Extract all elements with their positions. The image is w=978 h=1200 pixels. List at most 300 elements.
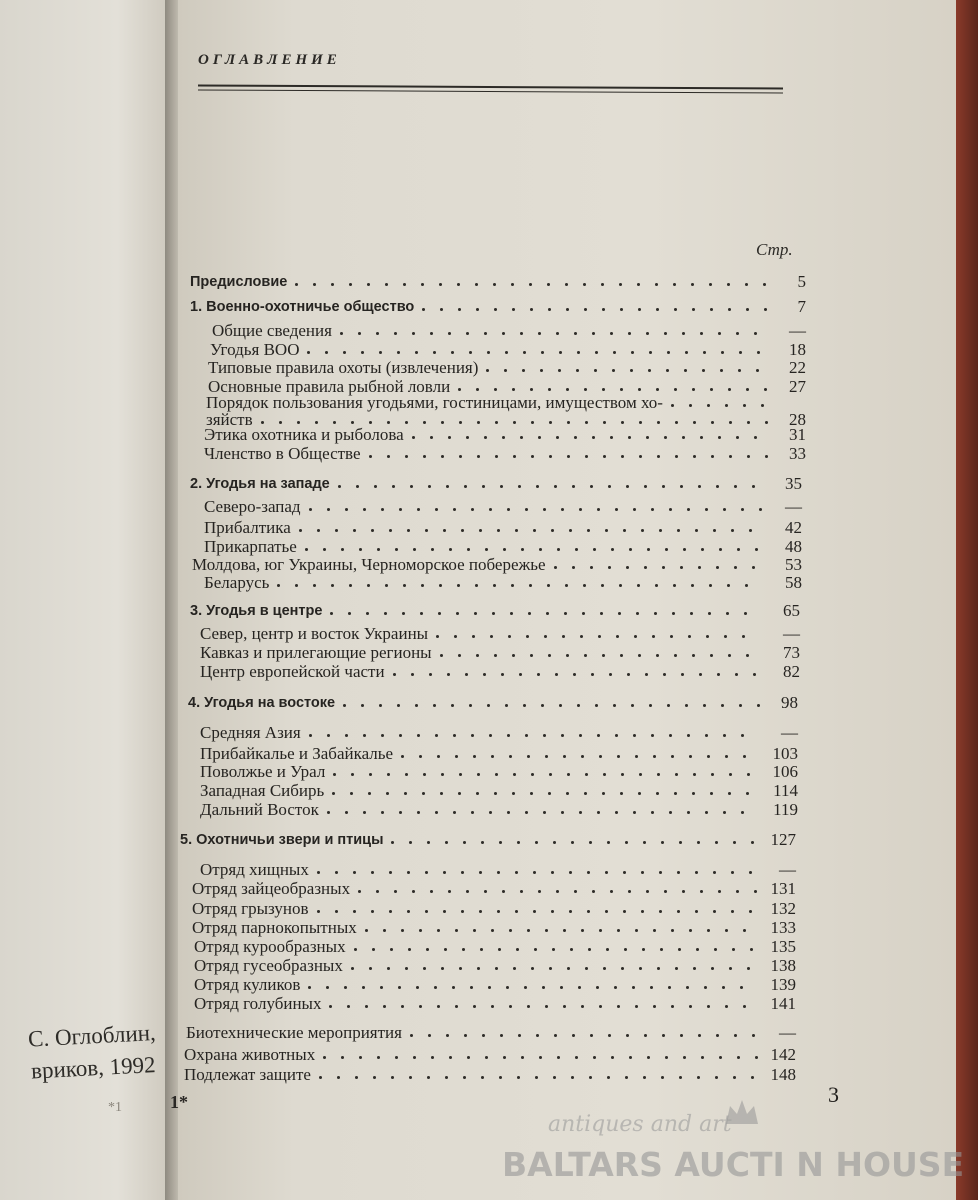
leader-dot (387, 773, 390, 776)
toc-entry-page: — (789, 321, 806, 340)
leader-dot (723, 508, 726, 511)
leader-dot (674, 308, 677, 311)
leader-dot (435, 811, 438, 814)
leader-dot (561, 811, 564, 814)
leader-dot (692, 308, 695, 311)
leader-dot (305, 548, 308, 551)
leader-dot (337, 1076, 340, 1079)
leader-dot (513, 967, 516, 970)
leader-dot (395, 1056, 398, 1059)
leader-dot (556, 436, 559, 439)
leader-dot (541, 704, 544, 707)
leader-dot (635, 1005, 638, 1008)
leader-dot (651, 734, 654, 737)
leader-dot (754, 332, 757, 335)
leader-dot (410, 1034, 413, 1037)
book-cover-edge (956, 0, 978, 1200)
leader-dot (611, 1056, 614, 1059)
leader-dot (507, 734, 510, 737)
leader-dot (498, 948, 501, 951)
leader-dot (747, 421, 750, 424)
leader-dot (554, 1034, 557, 1037)
toc-entry-page: 31 (789, 425, 806, 444)
leader-dot (384, 612, 387, 615)
leader-dot (425, 910, 428, 913)
leader-dot (610, 890, 613, 893)
leader-dot (739, 351, 742, 354)
leader-dot (471, 734, 474, 737)
leader-dot (458, 654, 461, 657)
leader-dot (706, 635, 709, 638)
leader-dot (752, 1034, 755, 1037)
leader-dot (620, 654, 623, 657)
leader-dot (745, 584, 748, 587)
leader-dot (689, 404, 692, 407)
toc-entry (180, 830, 796, 850)
leader-dot (459, 773, 462, 776)
leader-dot (667, 704, 670, 707)
leader-dot (757, 704, 760, 707)
leader-dot (495, 773, 498, 776)
leader-dot (529, 283, 532, 286)
leader-dot (664, 332, 667, 335)
leader-dot (440, 308, 443, 311)
leader-dot (381, 734, 384, 737)
leader-dot (417, 734, 420, 737)
leader-dot (495, 455, 498, 458)
leader-dot (737, 1056, 740, 1059)
leader-dot (693, 421, 696, 424)
leader-dot (387, 421, 390, 424)
leader-dot (548, 308, 551, 311)
leader-dot (371, 871, 374, 874)
leader-dot (761, 404, 764, 407)
leader-dot (728, 654, 731, 657)
leader-dot (713, 529, 716, 532)
leader-dot (543, 734, 546, 737)
leader-dot (518, 485, 521, 488)
leader-dot (479, 910, 482, 913)
leader-dot (459, 455, 462, 458)
leader-dot (531, 455, 534, 458)
leader-dot (569, 910, 572, 913)
toc-entry (204, 573, 802, 593)
leader-dot (381, 811, 384, 814)
toc-entry-title: Этика охотника и рыболова (204, 425, 404, 444)
leader-dot (610, 332, 613, 335)
leader-dot (621, 967, 624, 970)
leader-dot (697, 1076, 700, 1079)
leader-dot (557, 1056, 560, 1059)
leader-dot (662, 1034, 665, 1037)
leader-dot (728, 308, 731, 311)
leader-dot (444, 948, 447, 951)
leader-dot (571, 841, 574, 844)
leader-dot (543, 811, 546, 814)
leader-dot (627, 673, 630, 676)
leader-dot (533, 910, 536, 913)
leader-dot (693, 773, 696, 776)
leader-dot (588, 948, 591, 951)
leader-dot (705, 734, 708, 737)
leader-dot (368, 792, 371, 795)
leader-dot (680, 1034, 683, 1037)
leader-dot (499, 1076, 502, 1079)
leader-dot (309, 734, 312, 737)
leader-dot (605, 529, 608, 532)
leader-dot (646, 332, 649, 335)
leader-dot (435, 508, 438, 511)
leader-dot (746, 308, 749, 311)
leader-dot (395, 548, 398, 551)
leader-dot (369, 967, 372, 970)
header-rule-thin (198, 89, 783, 93)
leader-dot (727, 584, 730, 587)
leader-dot (453, 734, 456, 737)
leader-dot (353, 529, 356, 532)
toc-entry (204, 518, 802, 538)
leader-dot (511, 584, 514, 587)
leader-dot (524, 986, 527, 989)
leader-dot (315, 421, 318, 424)
leader-dot (552, 948, 555, 951)
leader-dot (654, 612, 657, 615)
leader-dot (623, 529, 626, 532)
leader-dot (608, 1034, 611, 1037)
leader-dot (556, 890, 559, 893)
toc-entry (190, 601, 800, 621)
leader-dot (713, 910, 716, 913)
leader-dot (733, 1076, 736, 1079)
leader-dot (632, 986, 635, 989)
leader-dot (581, 755, 584, 758)
toc-entry-page: 7 (797, 297, 806, 316)
leader-dot (471, 508, 474, 511)
leader-dot (518, 1034, 521, 1037)
leader-dot (696, 948, 699, 951)
leader-dot (566, 654, 569, 657)
leader-dot (755, 548, 758, 551)
leader-dot (511, 283, 514, 286)
leader-dot (664, 436, 667, 439)
leader-dot (494, 792, 497, 795)
toc-entry-title: Центр европейской части (200, 662, 385, 681)
leader-dot (746, 388, 749, 391)
leader-dot (401, 755, 404, 758)
leader-dot (422, 308, 425, 311)
leader-dot (473, 929, 476, 932)
toc-entry (200, 860, 796, 880)
leader-dot (403, 584, 406, 587)
leader-dot (562, 635, 565, 638)
leader-dot (685, 704, 688, 707)
leader-dot (675, 421, 678, 424)
leader-dot (585, 455, 588, 458)
leader-dot (707, 755, 710, 758)
leader-dot (549, 455, 552, 458)
leader-dot (548, 388, 551, 391)
leader-dot (629, 1056, 632, 1059)
leader-dot (629, 548, 632, 551)
leader-dot (420, 612, 423, 615)
leader-dot (345, 811, 348, 814)
leader-dot (463, 1076, 466, 1079)
toc-entry (204, 497, 802, 517)
toc-entry-title: Прибалтика (204, 518, 291, 537)
leader-dot (680, 485, 683, 488)
leader-dot (741, 734, 744, 737)
leader-dot (608, 485, 611, 488)
leader-dot (473, 1005, 476, 1008)
toc-entry (200, 762, 798, 782)
leader-dot (332, 792, 335, 795)
leader-dot (675, 773, 678, 776)
leader-dot (458, 792, 461, 795)
leader-dot (484, 890, 487, 893)
watermark-tagline: antiques and art (548, 1112, 732, 1137)
leader-dot (531, 421, 534, 424)
toc-entry (200, 800, 798, 820)
toc-entry-title: Северо-запад (204, 497, 301, 516)
leader-dot (641, 529, 644, 532)
leader-dot (682, 436, 685, 439)
leader-dot (559, 351, 562, 354)
leader-dot (553, 841, 556, 844)
toc-entry-title: Дальний Восток (200, 800, 319, 819)
leader-dot (544, 635, 547, 638)
leader-dot (719, 548, 722, 551)
leader-dot (656, 654, 659, 657)
leader-dot (625, 841, 628, 844)
leader-dot (358, 890, 361, 893)
leader-dot (566, 388, 569, 391)
leader-dot (736, 436, 739, 439)
leader-dot (416, 986, 419, 989)
leader-dot (525, 811, 528, 814)
leader-dot (736, 890, 739, 893)
leader-dot (461, 910, 464, 913)
toc-entry-title: Отряд голубиных (194, 994, 322, 1013)
leader-dot (522, 369, 525, 372)
toc-entry-page: — (781, 723, 798, 742)
leader-dot (700, 332, 703, 335)
leader-dot (551, 910, 554, 913)
leader-dot (261, 421, 264, 424)
leader-dot (585, 967, 588, 970)
leader-dot (690, 612, 693, 615)
toc-entry-title: Общие сведения (212, 321, 332, 340)
leader-dot (578, 986, 581, 989)
leader-dot (331, 584, 334, 587)
leader-dot (471, 811, 474, 814)
toc-entry-title: Отряд курообразных (194, 937, 346, 956)
leader-dot (541, 351, 544, 354)
leader-dot (597, 508, 600, 511)
leader-dot (692, 388, 695, 391)
leader-dot (373, 1076, 376, 1079)
leader-dot (645, 673, 648, 676)
leader-dot (692, 654, 695, 657)
leader-dot (405, 421, 408, 424)
leader-dot (503, 548, 506, 551)
leader-dot (494, 388, 497, 391)
leader-dot (413, 1056, 416, 1059)
leader-dot (433, 351, 436, 354)
leader-dot (449, 1056, 452, 1059)
leader-dot (638, 388, 641, 391)
toc-entry (200, 624, 800, 644)
leader-dot (746, 792, 749, 795)
leader-dot (662, 485, 665, 488)
leader-dot (741, 508, 744, 511)
leader-dot (405, 455, 408, 458)
leader-dot (464, 485, 467, 488)
leader-dot (608, 566, 611, 569)
toc-entry-title: Отряд парнокопытных (192, 918, 357, 937)
toc-entry-page: 142 (770, 1045, 796, 1064)
leader-dot (297, 421, 300, 424)
leader-dot (394, 332, 397, 335)
leader-dot (647, 548, 650, 551)
leader-dot (592, 436, 595, 439)
leader-dot (725, 929, 728, 932)
leader-dot (391, 841, 394, 844)
leader-dot (455, 755, 458, 758)
toc-entry-title: Охрана животных (184, 1045, 316, 1064)
leader-dot (491, 755, 494, 758)
leader-dot (643, 841, 646, 844)
leader-dot (277, 584, 280, 587)
leader-dot (408, 948, 411, 951)
toc-entry-title: 2. Угодья на западе (190, 476, 330, 492)
leader-dot (513, 773, 516, 776)
leader-dot (661, 1076, 664, 1079)
leader-dot (539, 548, 542, 551)
leader-dot (446, 485, 449, 488)
leader-dot (577, 351, 580, 354)
leader-dot (525, 734, 528, 737)
leader-dot (526, 635, 529, 638)
leader-dot (633, 811, 636, 814)
leader-dot (449, 548, 452, 551)
leader-dot (734, 1034, 737, 1037)
leader-dot (445, 1076, 448, 1079)
leader-dot (495, 421, 498, 424)
leader-dot (619, 584, 622, 587)
leader-dot (369, 455, 372, 458)
leader-dot (710, 792, 713, 795)
leader-dot (427, 841, 430, 844)
leader-dot (677, 529, 680, 532)
leader-dot (594, 369, 597, 372)
leader-dot (452, 986, 455, 989)
leader-dot (576, 369, 579, 372)
leader-dot (621, 421, 624, 424)
leader-dot (489, 734, 492, 737)
leader-dot (480, 948, 483, 951)
leader-dot (466, 890, 469, 893)
leader-dot (615, 734, 618, 737)
leader-dot (637, 283, 640, 286)
toc-entry-page: 138 (770, 956, 796, 975)
leader-dot (317, 871, 320, 874)
leader-dot (385, 283, 388, 286)
leader-dot (551, 529, 554, 532)
leader-dot (417, 508, 420, 511)
leader-dot (572, 485, 575, 488)
leader-dot (403, 283, 406, 286)
leader-dot (407, 871, 410, 874)
leader-dot (347, 1005, 350, 1008)
leader-dot (628, 890, 631, 893)
toc-entry-title: 4. Угодья на востоке (188, 695, 336, 711)
leader-dot (653, 929, 656, 932)
leader-dot (325, 351, 328, 354)
leader-dot (584, 308, 587, 311)
leader-dot (333, 421, 336, 424)
leader-dot (394, 890, 397, 893)
leader-dot (662, 566, 665, 569)
leader-dot (764, 308, 767, 311)
leader-dot (549, 421, 552, 424)
leader-dot (641, 871, 644, 874)
leader-dot (682, 890, 685, 893)
toc-entry-page: 5 (797, 272, 806, 291)
leader-dot (508, 635, 511, 638)
toc-entry (204, 425, 806, 445)
leader-dot (583, 283, 586, 286)
leader-dot (671, 404, 674, 407)
leader-dot (710, 388, 713, 391)
toc-entry-page: 22 (789, 358, 806, 377)
leader-dot (367, 584, 370, 587)
leader-dot (349, 283, 352, 286)
leader-dot (736, 332, 739, 335)
leader-dot (620, 792, 623, 795)
leader-dot (636, 612, 639, 615)
leader-dot (707, 929, 710, 932)
leader-dot (415, 704, 418, 707)
leader-dot (757, 351, 760, 354)
leader-dot (569, 871, 572, 874)
toc-entry-page: 132 (770, 899, 796, 918)
leader-dot (652, 635, 655, 638)
leader-dot (516, 948, 519, 951)
leader-dot (749, 910, 752, 913)
leader-dot (595, 351, 598, 354)
leader-dot (365, 929, 368, 932)
leader-dot (523, 704, 526, 707)
leader-dot (448, 890, 451, 893)
leader-dot (603, 773, 606, 776)
toc-entry-page: 103 (772, 744, 798, 763)
leader-dot (729, 421, 732, 424)
leader-dot (675, 455, 678, 458)
leader-dot (419, 755, 422, 758)
leader-dot (751, 1076, 754, 1079)
leader-dot (535, 1076, 538, 1079)
leader-dot (351, 773, 354, 776)
leader-dot (742, 635, 745, 638)
leader-dot (279, 421, 282, 424)
leader-dot (410, 485, 413, 488)
leader-dot (638, 654, 641, 657)
toc-entry-title: Основные правила рыбной ловли (208, 377, 451, 396)
leader-dot (719, 1056, 722, 1059)
leader-dot (633, 508, 636, 511)
toc-entry-title: Отряд куликов (194, 975, 301, 994)
toc-entry-title: Членство в Обществе (204, 444, 361, 463)
